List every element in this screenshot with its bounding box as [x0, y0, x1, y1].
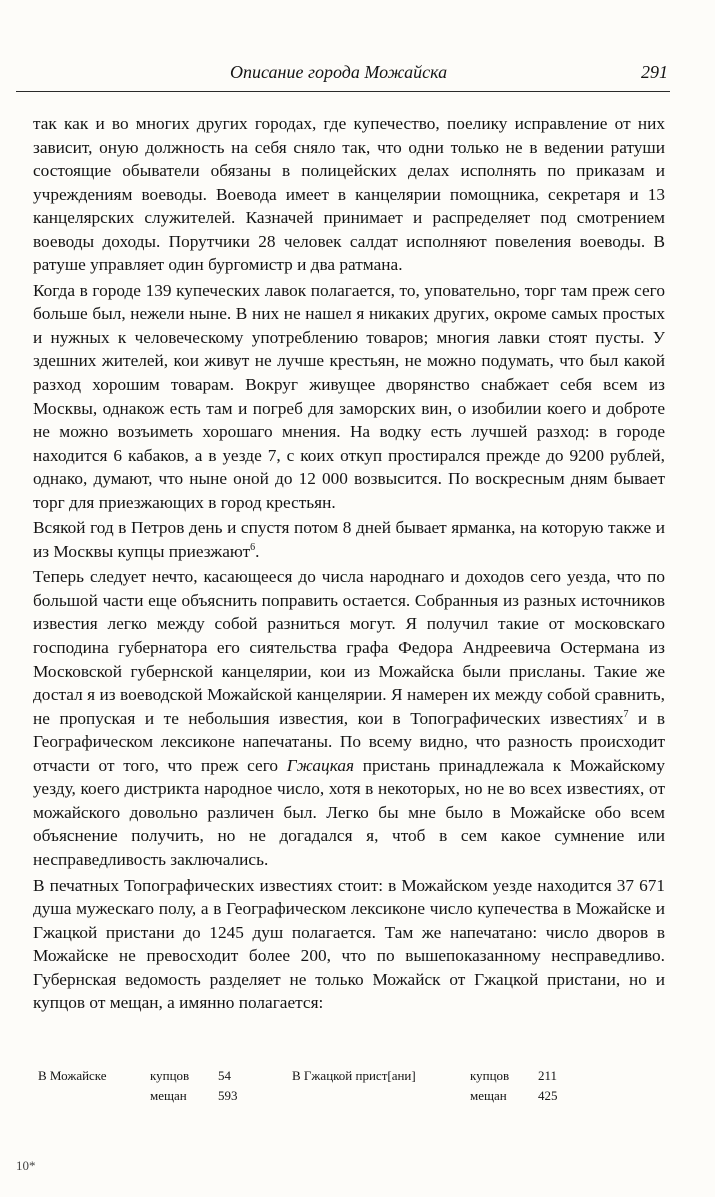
- paragraph-3: Всякой год в Петров день и спустя потом 8 дней бывает ярманка, на которую также и из Москвы купцы приезжают$^6$.: [33, 518, 665, 561]
- table-label-townsmen: мещан: [150, 1088, 187, 1103]
- running-title: Описание города Можайска: [230, 62, 448, 82]
- paragraph-5: В печатных Топографических известиях стоит: в Можайском уезде находится 37 671 душа мужескаго полу, а в Географическом лексиконе число купечества в Можайске и Гжацкой пристани до 1245 душ полагается. Там же напечатано: число дворов в Можайске не превосходит более 200, что по вышепоказанному несправедливо. Губернская ведомость разделяет не только Можайск от Гжацкой пристани, но и купцов от мещан, а имянно полагается:: [33, 875, 665, 1013]
- table-label-merchants: купцов: [470, 1068, 510, 1083]
- footnote-ref-7: 7: [623, 708, 629, 720]
- header-rule: [16, 91, 670, 92]
- population-table: [38, 1067, 598, 1111]
- body-text: [33, 112, 665, 1015]
- table-label-merchants: купцов: [150, 1068, 190, 1083]
- paragraph-1: так как и во многих других городах, где купечество, поелику исправление от них зависит, оную должность на себя сняло так, что одни только не в ведении ратуши состоящие обыватели обязаны в полицейских делах исполнять по приказам и учреждениям воеводы. Воевода имеет в канцелярии помощника, секретаря и 13 канцелярских служителей. Казначей принимает и распределяет под смотрением воеводы доходы. Порутчики 28 человек салдат исполняют повеления воеводы. В ратуше управляет один бургомистр и два ратмана.: [33, 114, 665, 275]
- signature-mark: 10*: [16, 1158, 36, 1173]
- page-number: 291: [641, 62, 668, 82]
- page-header: [18, 62, 668, 88]
- table-place-gzhatsk: В Гжацкой прист[ани]: [292, 1068, 416, 1083]
- paragraph-2: Когда в городе 139 купеческих лавок полагается, то, уповательно, торг там преж сего больше был, нежели ныне. В них не нашел я никаких других, окроме самых простых и нужных к человеческому употреблению товаров; многия лавки стоят пусты. У здешних жителей, кои живут не лучше крестьян, не можно подумать, что был какой разход хорошим товарам. Вокруг живущее дворянство снабжает себя всем из Москвы, однакож есть там и погреб для заморских вин, о изобилии коего и доброте не можно возъиметь хорошаго мнения. На водку есть лучшей разход: в городе находится 6 кабаков, а в уезде 7, с коих откуп простирался прежде до 9200 рублей, однако, думают, что ныне оной до 12 000 возвысится. По воскресным дням бывает торг для приезжающих в город крестьян.: [33, 280, 665, 512]
- table-value: 425: [538, 1088, 558, 1103]
- paragraph-4: Теперь следует нечто, касающееся до числа народнаго и доходов сего уезда, что по большой части еще объяснить поправить остается. Собранныя из разных источников известия легко между собой разниться могут. Я получил такие от московскаго господина губернатора его сиятельства графа Федора Андреевича Остермана из Московской губернской канцелярии, кои из Можайска были присланы. Такие же достал я из воеводской Можайской канцелярии. Я намерен их между собой сравнить, не пропуская и те небольшия известия, кои в Топографических известиях$^7$ и в Географическом лексиконе напечатаны. По всему видно, что разность происходит отчасти от того, что преж сего Гжацкая пристань принадлежала к Можайскому уезду, коего дистрикта народное число, хотя в некоторых, но не во всех известиях, от можайского довольно различен был. Легко бы мне было в Можайске обо всем объяснение получить, но не догадался я, чтоб в сем какое сумнение или несправедливость заключались.: [33, 567, 665, 869]
- table-label-townsmen: мещан: [470, 1088, 507, 1103]
- table-place-mozhaisk: В Можайске: [38, 1068, 107, 1083]
- emphasis-gzhatskaya: Гжацкая: [286, 755, 355, 775]
- table-value: 54: [218, 1068, 231, 1083]
- footnote-ref-6: 6: [250, 542, 256, 554]
- table-value: 211: [538, 1068, 558, 1083]
- table-value: 593: [218, 1088, 238, 1103]
